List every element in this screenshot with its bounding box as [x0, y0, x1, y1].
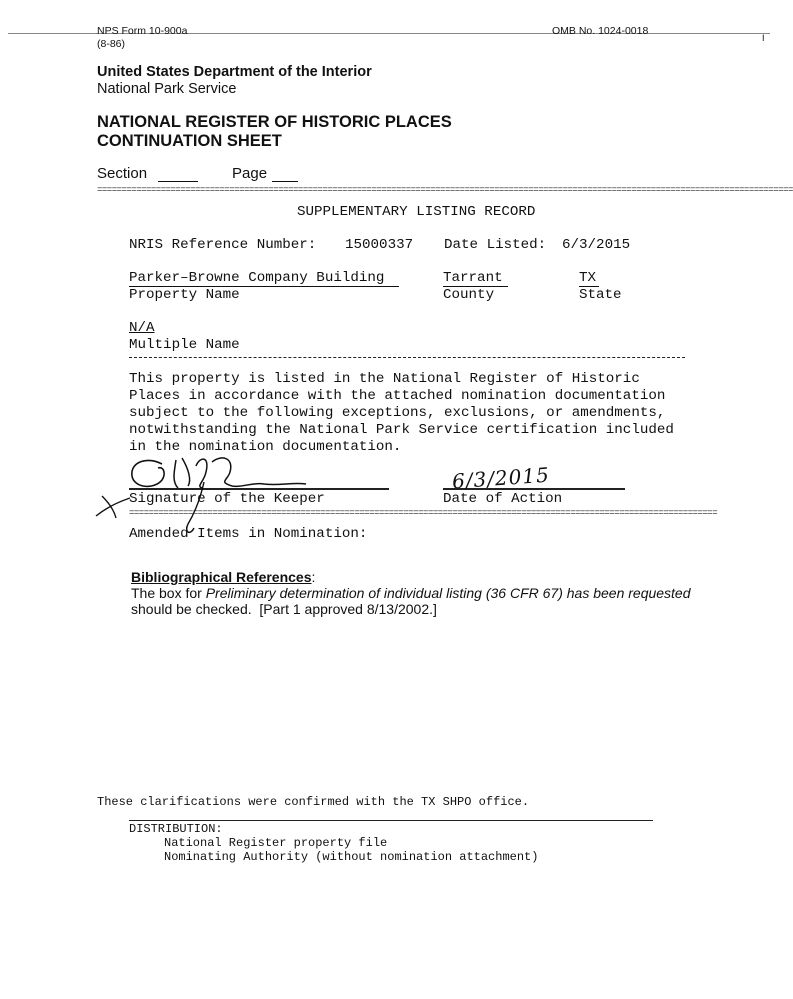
statement-line-3: subject to the following exceptions, exclusions, or amendments,	[129, 405, 666, 421]
county-value: Tarrant	[443, 270, 503, 286]
biblio-line-2: should be checked. [Part 1 approved 8/13/2002.]	[131, 601, 437, 617]
distribution-rule	[129, 820, 653, 821]
property-name-label: Property Name	[129, 287, 240, 303]
statement-line-5: in the nomination documentation.	[129, 439, 402, 455]
amended-equals-divider: ========================================================================================================================	[129, 508, 718, 518]
clarification-note: These clarifications were confirmed with the TX SHPO office.	[97, 795, 530, 809]
multiple-name-value: N/A	[129, 320, 155, 336]
department-name: United States Department of the Interior	[97, 64, 372, 80]
nris-label: NRIS Reference Number:	[129, 237, 317, 253]
statement-line-2: Places in accordance with the attached nomination documentation	[129, 388, 666, 404]
state-value: TX	[579, 270, 597, 286]
form-number: NPS Form 10-900a	[97, 25, 188, 37]
property-name-value: Parker–Browne Company Building	[129, 270, 385, 286]
biblio-colon: :	[311, 569, 316, 585]
biblio-heading: Bibliographical References	[131, 569, 312, 585]
edge-mark: I	[762, 33, 765, 43]
biblio-line-1	[131, 585, 691, 601]
biblio-line-1-prefix: The box for	[131, 585, 206, 601]
record-heading: SUPPLEMENTARY LISTING RECORD	[297, 204, 536, 220]
county-label: County	[443, 287, 495, 303]
biblio-line-1-italic: Preliminary determination of individual listing (36 CFR 67) has been requested	[205, 585, 691, 601]
nris-value: 15000337	[345, 237, 414, 253]
section-label: Section	[97, 165, 148, 182]
distribution-item-2: Nominating Authority (without nomination attachment)	[164, 850, 539, 864]
state-label: State	[579, 287, 622, 303]
multiple-name-label: Multiple Name	[129, 337, 240, 353]
page-title: NATIONAL REGISTER OF HISTORIC PLACES	[97, 113, 452, 131]
page-subtitle: CONTINUATION SHEET	[97, 132, 282, 150]
dashed-divider	[129, 357, 685, 359]
distribution-label: DISTRIBUTION:	[129, 822, 223, 836]
statement-line-1: This property is listed in the National Register of Historic	[129, 371, 640, 387]
statement-line-4: notwithstanding the National Park Service certification included	[129, 422, 674, 438]
amended-items-label: Amended Items in Nomination:	[129, 526, 368, 542]
page-label: Page	[232, 165, 268, 182]
distribution-item-1: National Register property file	[164, 836, 388, 850]
date-listed-label: Date Listed:	[444, 237, 547, 253]
handwritten-action-date: 6/3/2015	[451, 462, 551, 494]
service-name: National Park Service	[97, 81, 237, 97]
date-of-action-label: Date of Action	[443, 491, 563, 507]
date-listed-value: 6/3/2015	[562, 237, 631, 253]
signature-label: Signature of the Keeper	[129, 491, 325, 507]
biblio-heading-row	[131, 569, 315, 585]
section-blank	[158, 181, 198, 182]
equals-divider: ==============================================================================================================================================	[97, 185, 793, 195]
form-date: (8-86)	[97, 38, 126, 50]
omb-number: OMB No. 1024-0018	[552, 25, 649, 37]
page-blank	[272, 181, 298, 182]
